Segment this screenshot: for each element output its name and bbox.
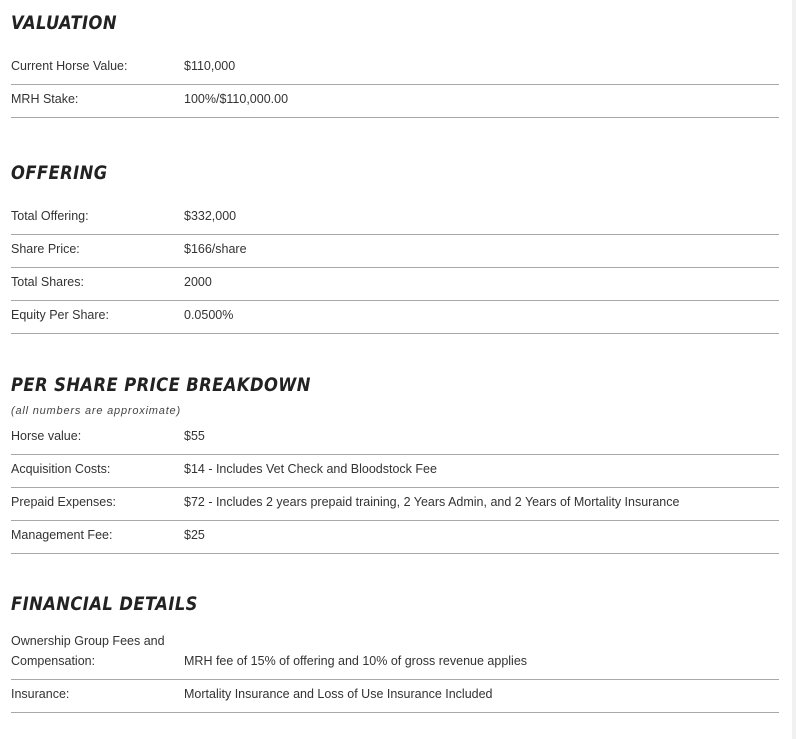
valuation-table: [11, 52, 779, 118]
horse-value-value: $55: [184, 429, 205, 443]
management-fee-label: Management Fee:: [11, 528, 113, 542]
table-row: [11, 52, 779, 85]
mrh-stake-value: 100%/$110,000.00: [184, 92, 289, 106]
insurance-label: Insurance:: [11, 687, 70, 701]
insurance-value: Mortality Insurance and Loss of Use Insurance Included: [184, 687, 493, 701]
offering-table: [11, 202, 779, 334]
price-breakdown-table: [11, 422, 779, 554]
table-row: [11, 680, 779, 713]
table-row: [11, 521, 779, 554]
table-row: [11, 235, 779, 268]
mrh-stake-label: MRH Stake:: [11, 92, 79, 106]
price-breakdown-heading: PER SHARE PRICE BREAKDOWN: [11, 374, 311, 396]
current-horse-value-value: $110,000: [184, 59, 236, 73]
table-row: [11, 488, 779, 521]
financial-details-table: [11, 627, 779, 713]
valuation-heading: VALUATION: [11, 12, 117, 34]
total-shares-label: Total Shares:: [11, 275, 84, 289]
ownership-fees-label: Ownership Group Fees and Compensation:: [11, 634, 165, 668]
share-price-value: $166/share: [184, 242, 247, 256]
horse-value-label: Horse value:: [11, 429, 82, 443]
table-row: [11, 301, 779, 334]
total-offering-label: Total Offering:: [11, 209, 89, 223]
equity-per-share-label: Equity Per Share:: [11, 308, 109, 322]
financial-details-heading: FINANCIAL DETAILS: [11, 593, 198, 615]
table-row: [11, 627, 779, 680]
management-fee-value: $25: [184, 528, 205, 542]
table-row: [11, 268, 779, 301]
total-shares-value: 2000: [184, 275, 212, 289]
prepaid-expenses-value: $72 - Includes 2 years prepaid training, 2 Years Admin, and 2 Years of Mortality Insurance: [184, 495, 680, 509]
approximate-note: (all numbers are approximate): [11, 405, 181, 417]
ownership-fees-value: MRH fee of 15% of offering and 10% of gross revenue applies: [184, 654, 528, 668]
scrollbar-track[interactable]: [792, 0, 796, 739]
total-offering-value: $332,000: [184, 209, 237, 223]
acquisition-costs-label: Acquisition Costs:: [11, 462, 111, 476]
share-price-label: Share Price:: [11, 242, 80, 256]
table-row: [11, 422, 779, 455]
table-row: [11, 202, 779, 235]
prepaid-expenses-label: Prepaid Expenses:: [11, 495, 116, 509]
equity-per-share-value: 0.0500%: [184, 308, 234, 322]
table-row: [11, 85, 779, 118]
acquisition-costs-value: $14 - Includes Vet Check and Bloodstock Fee: [184, 462, 437, 476]
offering-heading: OFFERING: [11, 162, 108, 184]
table-row: [11, 455, 779, 488]
current-horse-value-label: Current Horse Value:: [11, 59, 128, 73]
